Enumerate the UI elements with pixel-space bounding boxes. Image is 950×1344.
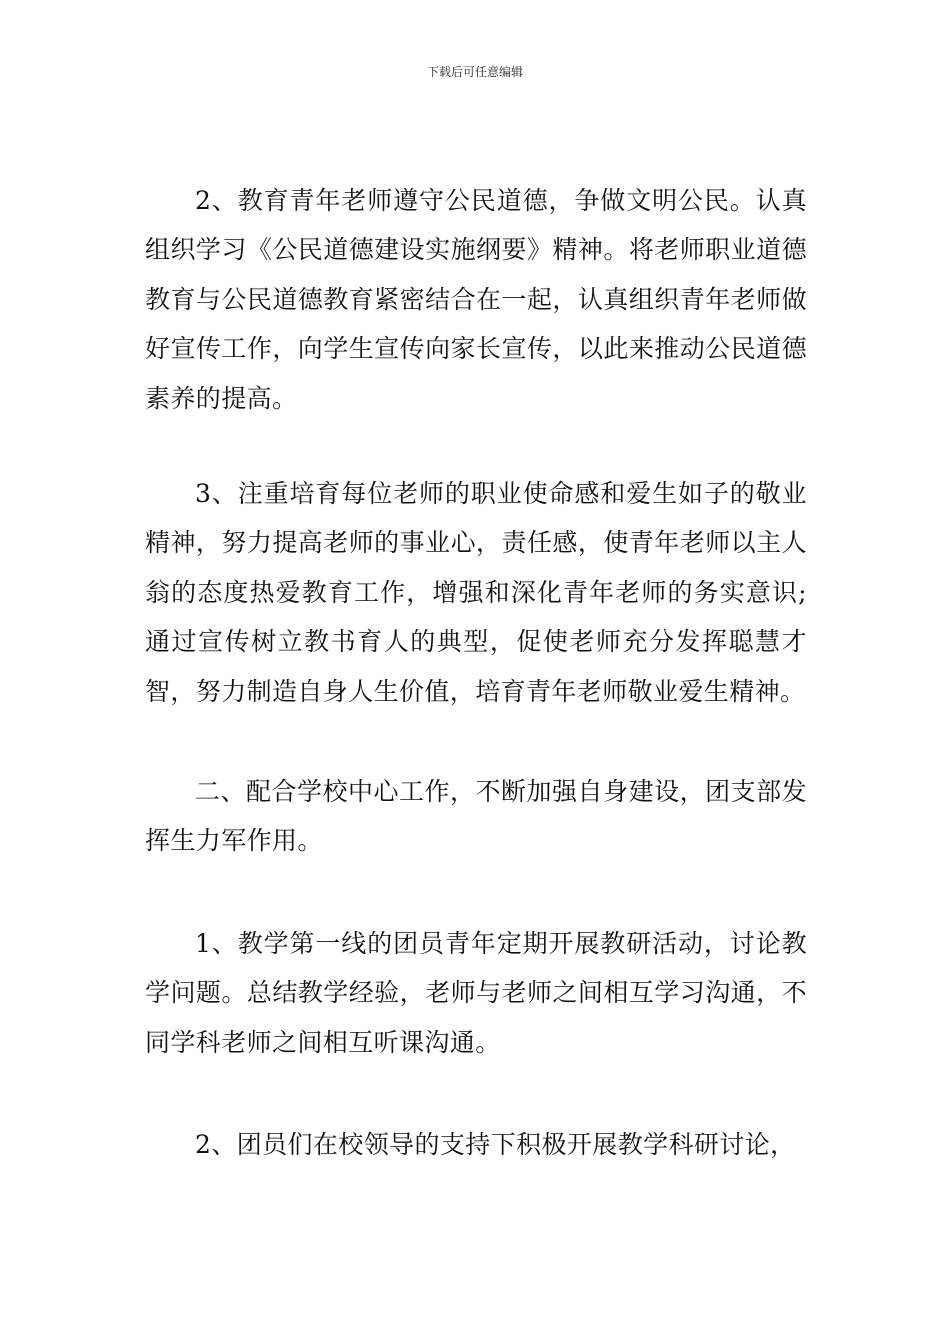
document-body bbox=[145, 176, 807, 1170]
paragraph-moral-education: 2、教育青年老师遵守公民道德，争做文明公民。认真组织学习《公民道德建设实施纲要》精神。将老师职业道德教育与公民道德教育紧密结合在一起，认真组织青年老师做好宣传工作，向学生宣传向家长宣传，以此来推动公民道德素养的提高。 bbox=[145, 186, 807, 413]
paragraph-professional-spirit: 3、注重培育每位老师的职业使命感和爱生如子的敬业精神，努力提高老师的事业心，责任感，使青年老师以主人翁的态度热爱教育工作，增强和深化青年老师的务实意识;通过宣传树立教书育人的典型，促使老师充分发挥聪慧才智，努力制造自身人生价值，培育青年老师敬业爱生精神。 bbox=[145, 479, 807, 706]
paragraph-research-discussion: 2、团员们在校领导的支持下积极开展教学科研讨论， bbox=[195, 1130, 796, 1160]
page-header: 下载后可任意编辑 bbox=[426, 65, 523, 79]
paragraph-section-two-heading: 二、配合学校中心工作，不断加强自身建设，团支部发挥生力军作用。 bbox=[145, 777, 807, 856]
paragraph-teaching-research: 1、教学第一线的团员青年定期开展教研活动，讨论教学问题。总结教学经验，老师与老师之间相互学习沟通，不同学科老师之间相互听课沟通。 bbox=[145, 928, 807, 1057]
